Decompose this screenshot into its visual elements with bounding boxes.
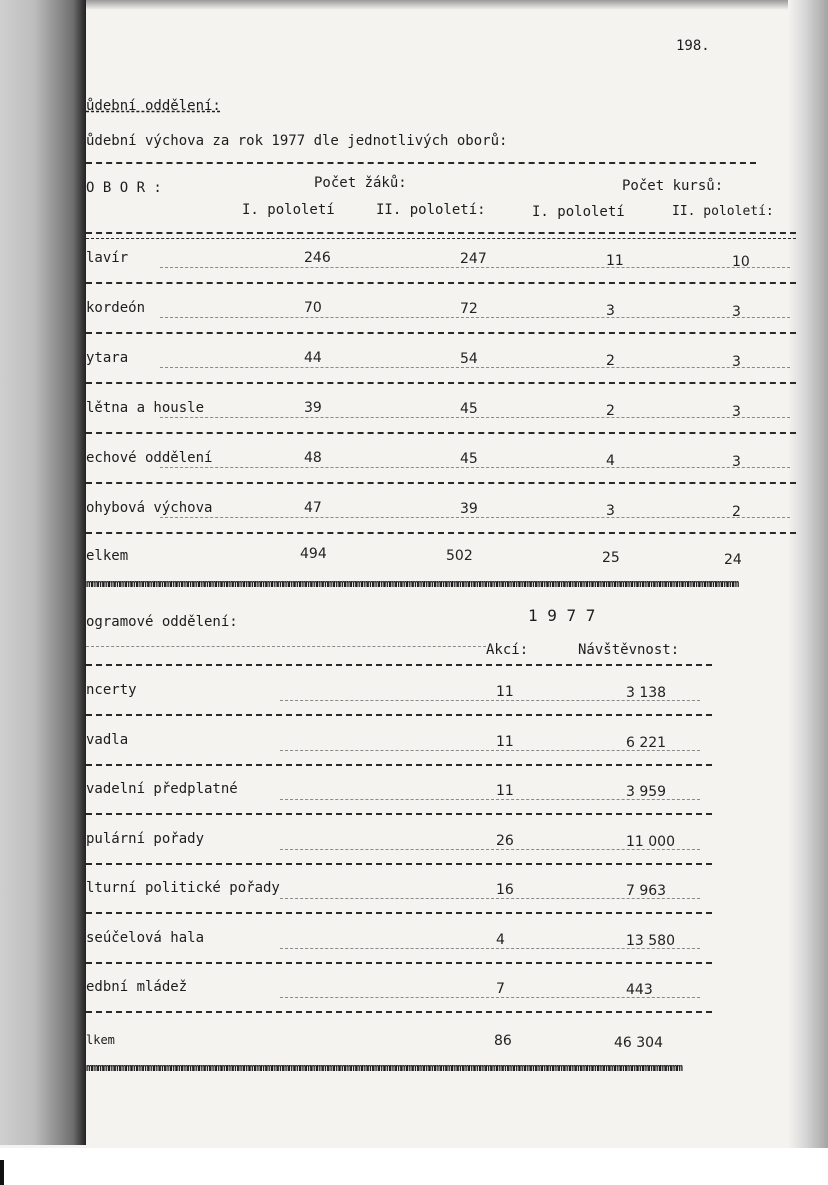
leader-line bbox=[280, 750, 700, 751]
row-label: kordeón bbox=[86, 300, 146, 316]
row2-akci: 26 bbox=[496, 833, 514, 849]
row-v3: 11 bbox=[606, 253, 624, 269]
row-v4: 3 bbox=[732, 354, 741, 370]
row2-label: seúčelová hala bbox=[86, 930, 205, 946]
row2-label: vadla bbox=[86, 732, 129, 748]
section1-title: ůdební oddělení: bbox=[86, 98, 221, 114]
row-divider bbox=[86, 282, 796, 284]
row2-label: ncerty bbox=[86, 682, 137, 698]
scan-edge-top bbox=[0, 0, 828, 10]
col-navstevnost: Návštěvnost: bbox=[578, 642, 680, 658]
page-number: 198. bbox=[676, 38, 710, 54]
section1-subtitle: ůdební výchova za rok 1977 dle jednotlivých oborů: bbox=[86, 133, 508, 149]
row-v1: 48 bbox=[304, 450, 322, 466]
header-pocet-kursu: Počet kursů: bbox=[622, 178, 724, 194]
row-divider bbox=[86, 1011, 712, 1013]
row2-akci: 11 bbox=[496, 734, 514, 750]
total2-akci: 86 bbox=[494, 1033, 512, 1049]
row-divider bbox=[86, 714, 712, 716]
section2-year: 1 9 7 7 bbox=[528, 606, 596, 625]
row-divider bbox=[86, 532, 796, 534]
row2-navst: 3 959 bbox=[626, 784, 667, 800]
row-divider bbox=[86, 863, 712, 865]
col-akci: Akcí: bbox=[486, 642, 529, 658]
row2-label: pulární pořady bbox=[86, 831, 205, 847]
leader-line bbox=[160, 467, 790, 468]
row-label: lavír bbox=[86, 250, 129, 266]
row-divider bbox=[86, 332, 796, 334]
scan-edge-left bbox=[0, 0, 86, 1145]
row-divider bbox=[86, 482, 796, 484]
divider bbox=[86, 232, 796, 234]
row2-akci: 11 bbox=[496, 783, 514, 799]
row-v2: 54 bbox=[460, 351, 478, 367]
scan-edge-right bbox=[788, 0, 828, 1150]
row2-label: lturní politické pořady bbox=[86, 880, 280, 896]
leader-line bbox=[160, 417, 790, 418]
row2-akci: 16 bbox=[496, 882, 514, 898]
row-v1: 246 bbox=[304, 250, 331, 266]
row2-akci: 7 bbox=[496, 981, 505, 997]
total-label: elkem bbox=[86, 548, 129, 564]
row-divider bbox=[86, 912, 712, 914]
total-v2: 502 bbox=[446, 548, 473, 564]
divider bbox=[86, 664, 712, 666]
row-v4: 2 bbox=[732, 504, 741, 520]
double-underline-m: mmmmmmmmmmmmmmmmmmmmmmmmmmmmmmmmmmmmmmmmmmmmmmmmmmmmmmmmmmmmmmmmmmmmmmmmmmmmmmmmmmmmmmmmmmmmmmmmmmmmmmmmmmmmmmmmmmmm bbox=[86, 578, 739, 590]
row2-navst: 7 963 bbox=[626, 883, 667, 899]
row-label: lětna a housle bbox=[86, 400, 205, 416]
header-obor: O B O R : bbox=[86, 180, 162, 196]
row-label: ohybová výchova bbox=[86, 500, 213, 516]
header-pocet-zaku: Počet žáků: bbox=[314, 175, 407, 191]
leader-line bbox=[280, 948, 700, 949]
row-divider bbox=[86, 764, 712, 766]
leader-line bbox=[160, 317, 790, 318]
row2-navst: 11 000 bbox=[626, 834, 675, 850]
row-v3: 2 bbox=[606, 403, 615, 419]
row-divider bbox=[86, 962, 712, 964]
leader-line bbox=[280, 700, 700, 701]
row2-akci: 11 bbox=[496, 684, 514, 700]
total2-navst: 46 304 bbox=[614, 1035, 663, 1051]
row-v3: 2 bbox=[606, 353, 615, 369]
row-divider bbox=[86, 382, 796, 384]
leader-line bbox=[160, 367, 790, 368]
leader-line bbox=[280, 898, 700, 899]
row-v4: 3 bbox=[732, 454, 741, 470]
row2-navst: 3 138 bbox=[626, 685, 667, 701]
leader-line bbox=[280, 799, 700, 800]
row-label: echové oddělení bbox=[86, 450, 213, 466]
row-divider bbox=[86, 813, 712, 815]
divider bbox=[86, 646, 486, 647]
row-v2: 72 bbox=[460, 301, 478, 317]
row-v2: 39 bbox=[460, 501, 478, 517]
row2-akci: 4 bbox=[496, 932, 505, 948]
row-v3: 3 bbox=[606, 303, 615, 319]
row-label: ytara bbox=[86, 350, 129, 366]
header-col2: II. pololetí: bbox=[376, 202, 486, 218]
row2-navst: 443 bbox=[626, 982, 653, 998]
total-v4: 24 bbox=[724, 552, 742, 568]
leader-line bbox=[160, 517, 790, 518]
row-v1: 70 bbox=[304, 300, 322, 316]
row-divider bbox=[86, 432, 796, 434]
row2-label: edbní mládež bbox=[86, 979, 188, 995]
row-v3: 4 bbox=[606, 453, 615, 469]
row-v2: 45 bbox=[460, 401, 478, 417]
row-v1: 47 bbox=[304, 500, 322, 516]
divider bbox=[86, 238, 796, 239]
row-v4: 3 bbox=[732, 404, 741, 420]
total-v3: 25 bbox=[602, 550, 620, 566]
section2-title: ogramové oddělení: bbox=[86, 614, 238, 630]
row2-navst: 6 221 bbox=[626, 735, 667, 751]
row-v2: 45 bbox=[460, 451, 478, 467]
header-col4: II. pololetí: bbox=[672, 204, 774, 219]
leader-line bbox=[280, 997, 700, 998]
row2-navst: 13 580 bbox=[626, 933, 675, 949]
total2-label: lkem bbox=[86, 1033, 115, 1047]
page-bottom-margin bbox=[0, 1148, 828, 1185]
double-underline-m: mmmmmmmmmmmmmmmmmmmmmmmmmmmmmmmmmmmmmmmmmmmmmmmmmmmmmmmmmmmmmmmmmmmmmmmmmmmmmmmmmmmmmmmmmmmmmmmmmmmmmmmmmm bbox=[86, 1062, 682, 1074]
scan-mark bbox=[0, 1160, 4, 1185]
header-col1: I. pololetí bbox=[242, 202, 335, 218]
header-col3: I. pololetí bbox=[532, 204, 625, 220]
divider bbox=[86, 162, 756, 164]
row-v4: 10 bbox=[732, 254, 750, 270]
leader-line bbox=[280, 849, 700, 850]
total-v1: 494 bbox=[300, 546, 327, 562]
row-v3: 3 bbox=[606, 503, 615, 519]
row-v1: 39 bbox=[304, 400, 322, 416]
row-v4: 3 bbox=[732, 304, 741, 320]
row-v1: 44 bbox=[304, 350, 322, 366]
row-v2: 247 bbox=[460, 251, 487, 267]
leader-line bbox=[160, 267, 790, 268]
row2-label: vadelní předplatné bbox=[86, 781, 238, 797]
